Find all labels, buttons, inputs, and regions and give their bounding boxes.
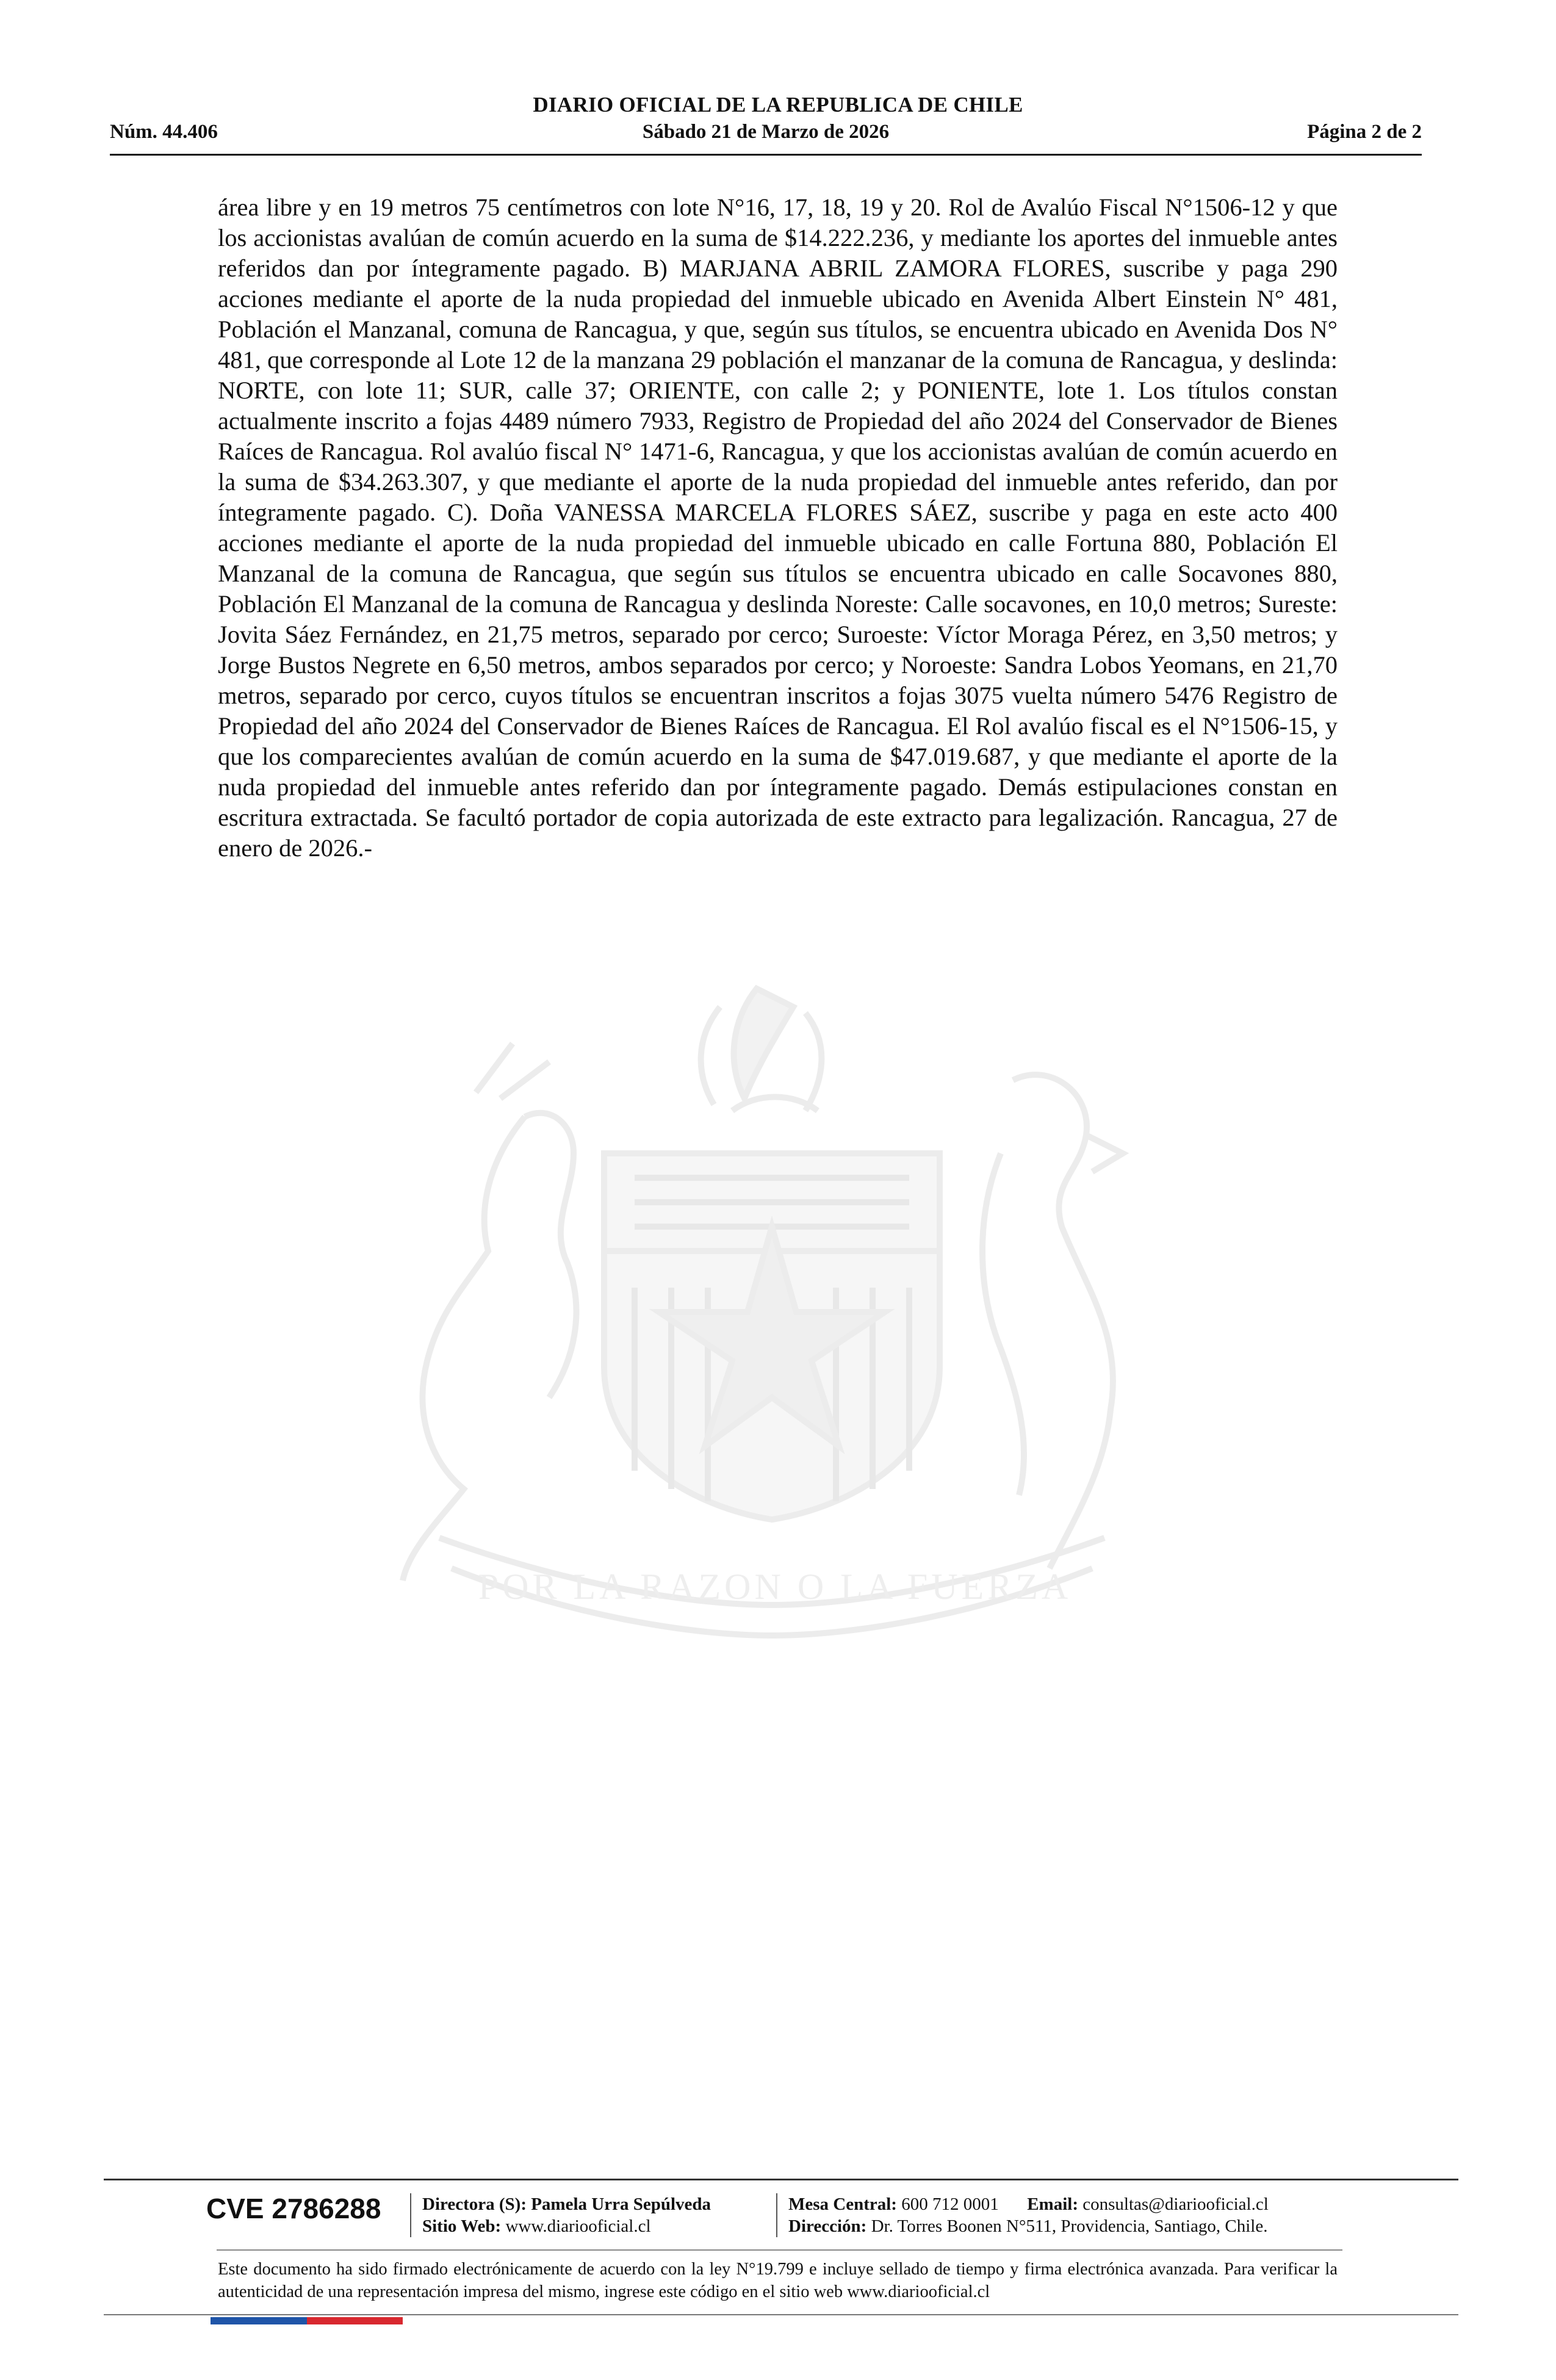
footer-top-divider [104, 2179, 1458, 2180]
address-info [788, 2215, 1267, 2237]
header-row [110, 121, 1422, 143]
site-info [422, 2215, 651, 2237]
issue-date: Sábado 21 de Marzo de 2026 [642, 121, 890, 143]
email-link[interactable]: consultas@diariooficial.cl [1082, 2194, 1269, 2214]
header-divider [110, 154, 1422, 156]
address-value: Dr. Torres Boonen N°511, Providencia, Santiago, Chile. [871, 2216, 1268, 2236]
cve-code: CVE 2786288 [206, 2193, 381, 2224]
site-label: Sitio Web: [422, 2216, 502, 2236]
extract-body-text: área libre y en 19 metros 75 centímetros con lote N°16, 17, 18, 19 y 20. Rol de Avalúo Fiscal N°1506-12 y que los accionistas avalúan de común acuerdo en la suma de $14.222.236, y mediante los aportes del inmueble antes referidos dan por íntegramente pagado. B) MARJANA ABRIL ZAMORA FLORES, suscribe y paga 290 acciones mediante el aporte de la nuda propiedad del inmueble ubicado en Avenida Albert Einstein N° 481, Población el Manzanal, comuna de Rancagua, y que, según sus títulos, se encuentra ubicado en Avenida Dos N° 481, que corresponde al Lote 12 de la manzana 29 población el manzanar de la comuna de Rancagua, y deslinda: NORTE, con lote 11; SUR, calle 37; ORIENTE, con calle 2; y PONIENTE, lote 1. Los títulos constan actualmente inscrito a fojas 4489 número 7933, Registro de Propiedad del año 2024 del Conservador de Bienes Raíces de Rancagua. Rol avalúo fiscal N° 1471-6, Rancagua, y que los accionistas avalúan de común acuerdo en la suma de $34.263.307, y que mediante el aporte de la nuda propiedad del inmueble antes referido, dan por íntegramente pagado. C). Doña VANESSA MARCELA FLORES SÁEZ, suscribe y paga en este acto 400 acciones mediante el aporte de la nuda propiedad del inmueble ubicado en calle Fortuna 880, Población El Manzanal de la comuna de Rancagua, que según sus títulos se encuentra ubicado en calle Socavones 880, Población El Manzanal de la comuna de Rancagua y deslinda Noreste: Calle socavones, en 10,0 metros; Sureste: Jovita Sáez Fernández, en 21,75 metros, separado por cerco; Suroeste: Víctor Moraga Pérez, en 3,50 metros; y Jorge Bustos Negrete en 6,50 metros, ambos separados por cerco; y Noroeste: Sandra Lobos Yeomans, en 21,70 metros, separado por cerco, cuyos títulos se encuentran inscritos a fojas 3075 vuelta número 5476 Registro de Propiedad del año 2024 del Conservador de Bienes Raíces de Rancagua. El Rol avalúo fiscal es el N°1506-15, y que los comparecientes avalúan de común acuerdo en la suma de $47.019.687, y que mediante el aporte de la nuda propiedad del inmueble antes referido dan por íntegramente pagado. Demás estipulaciones constan en escritura extractada. Se facultó portador de copia autorizada de este extracto para legalización. Rancagua, 27 de enero de 2026.- [218, 193, 1338, 862]
watermark-motto: POR LA RAZON O LA FUERZA [478, 1567, 1072, 1607]
coat-of-arms-watermark-icon [207, 970, 1342, 1654]
newspaper-title: DIARIO OFICIAL DE LA REPUBLICA DE CHILE [533, 93, 1023, 117]
address-label: Dirección: [788, 2216, 867, 2236]
footer-bottom-divider [104, 2314, 1458, 2315]
page-number: Página 2 de 2 [1307, 121, 1422, 143]
footer-separator [410, 2193, 411, 2237]
contact-info [788, 2193, 1269, 2215]
flag-blue-segment [211, 2317, 307, 2324]
issue-number: Núm. 44.406 [110, 121, 218, 143]
flag-red-segment [307, 2317, 403, 2324]
flag-color-bar [211, 2317, 403, 2324]
email-label: Email: [1027, 2194, 1078, 2214]
director-info [422, 2193, 711, 2215]
signature-note: Este documento ha sido firmado electrónicamente de acuerdo con la ley N°19.799 e incluye sellado de tiempo y firma electrónica avanzada. Para verificar la autenticidad de una representación impresa del mismo, ingrese este código en el sitio web www.diariooficial.cl [218, 2260, 1338, 2301]
footer-mid-divider [217, 2249, 1342, 2251]
site-link[interactable]: www.diariooficial.cl [505, 2216, 651, 2236]
footer-separator [776, 2193, 777, 2237]
phone-value: 600 712 0001 [901, 2194, 999, 2214]
phone-label: Mesa Central: [788, 2194, 897, 2214]
director-label: Directora (S): Pamela Urra Sepúlveda [422, 2194, 711, 2214]
